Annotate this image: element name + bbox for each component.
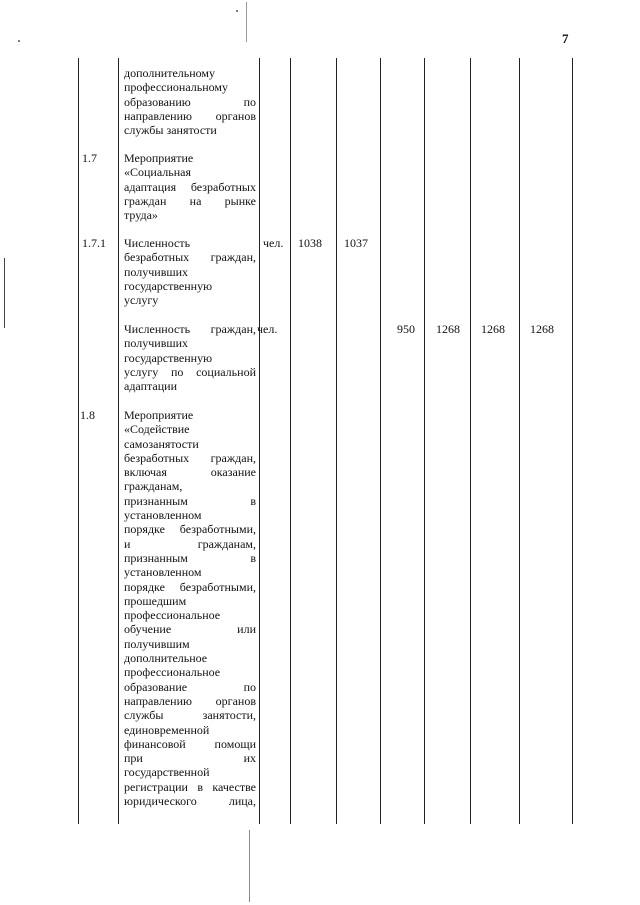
table-row-description: Мероприятие «Социальная адаптация безработных граждан на рынке труда» [124, 151, 256, 223]
table-row-description: Численность безработных граждан, получивших государственную услугу [124, 236, 256, 308]
scan-artifact-dot [236, 10, 238, 12]
table-row-description: Мероприятие «Содействие самозанятости безработных граждан, включая оказание гражданам, признанным в установленном порядке безработными, и гражданам, признанным в установленном порядке безработными, прошедшим профессиональное обучение или получившим дополнительное профессиональное образование по направлению органов службы занятости, единовременной финансовой помощи при их государственной регистрации в качестве юридического лица, [124, 408, 256, 809]
table-cell-value: 950 [397, 322, 415, 336]
column-divider-value-5 [470, 58, 471, 824]
table-row-unit: чел. [263, 236, 284, 250]
table-row-unit: чел. [257, 322, 278, 336]
table-border-left [78, 58, 79, 824]
scan-artifact-dot [18, 40, 20, 42]
table-row-id: 1.8 [80, 408, 95, 422]
scan-artifact-line [246, 2, 247, 42]
table-row-description: дополнительному профессиональному образованию по направлению органов службы занятости [124, 66, 256, 138]
table-cell-value: 1037 [344, 236, 368, 250]
column-divider-description [118, 58, 119, 824]
column-divider-value-3 [380, 58, 381, 824]
scan-artifact-line [4, 258, 5, 328]
column-divider-value-2 [336, 58, 337, 824]
table-cell-value: 1268 [530, 322, 554, 336]
scan-artifact-line [249, 830, 250, 902]
column-divider-unit [259, 58, 260, 824]
table-border-right [572, 58, 573, 824]
page-number: 7 [562, 31, 569, 46]
table-cell-value: 1268 [436, 322, 460, 336]
column-divider-value-6 [519, 58, 520, 824]
table-cell-value: 1268 [481, 322, 505, 336]
table-cell-value: 1038 [298, 236, 322, 250]
column-divider-value-4 [424, 58, 425, 824]
column-divider-value-1 [290, 58, 291, 824]
table-row-id: 1.7.1 [82, 236, 106, 250]
table-row-description: Численность граждан, получивших государственную услугу по социальной адаптации [124, 322, 256, 394]
table-row-id: 1.7 [82, 151, 97, 165]
